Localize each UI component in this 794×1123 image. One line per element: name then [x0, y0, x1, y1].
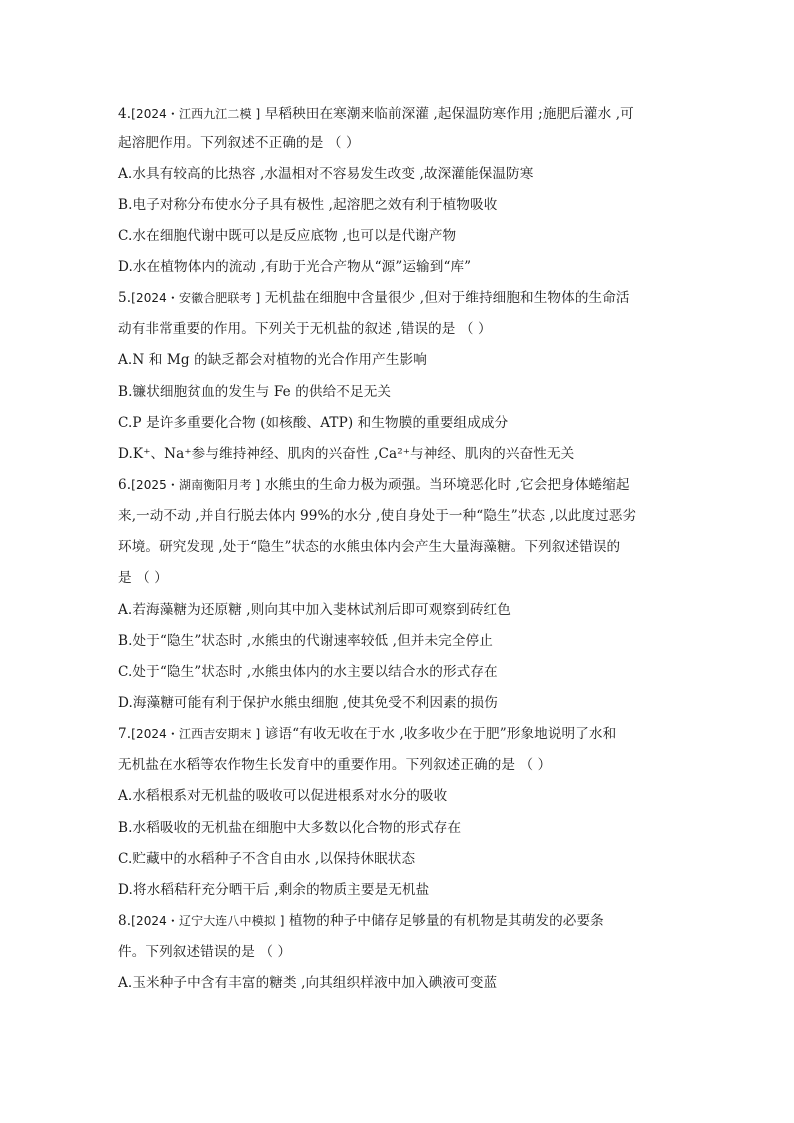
- question-stem: 无机盐在细胞中含量很少 ,但对于维持细胞和生物体的生命活: [264, 290, 630, 306]
- question-6-option-a: A.若海藻糖为还原糖 ,则向其中加入斐林试剂后即可观察到砖红色: [118, 602, 511, 618]
- question-8-option-a: A.玉米种子中含有丰富的糖类 ,向其组织样液中加入碘液可变蓝: [118, 975, 498, 991]
- question-5-option-c: C.P 是许多重要化合物 (如核酸、ATP) 和生物膜的重要组成成分: [118, 415, 509, 431]
- question-stem: 植物的种子中储存足够量的有机物是其萌发的必要条: [288, 913, 604, 929]
- question-number: 5.: [118, 290, 132, 306]
- question-6-line-2: 来,一动不动 ,并自行脱去体内 99%的水分 ,使自身处于一种“隐生”状态 ,以此度过恶劣: [118, 508, 637, 524]
- question-source: [2024・安徽合肥联考 ]: [131, 291, 261, 305]
- question-4-line-2: 起溶肥作用。下列叙述不正确的是 （ ）: [118, 135, 360, 151]
- question-6-option-c: C.处于“隐生”状态时 ,水熊虫体内的水主要以结合水的形式存在: [118, 664, 498, 680]
- question-4-option-c: C.水在细胞代谢中既可以是反应底物 ,也可以是代谢产物: [118, 228, 457, 244]
- question-6-option-d: D.海藻糖可能有利于保护水熊虫细胞 ,使其免受不利因素的损伤: [118, 695, 498, 711]
- question-5-line-2: 动有非常重要的作用。下列关于无机盐的叙述 ,错误的是 （ ）: [118, 321, 492, 337]
- question-source: [2025・湖南衡阳月考 ]: [131, 478, 261, 492]
- question-number: 6.: [118, 477, 132, 493]
- question-stem: 谚语“有收无收在于水 ,收多收少在于肥”形象地说明了水和: [264, 726, 617, 742]
- question-7-option-a: A.水稻根系对无机盐的吸收可以促进根系对水分的吸收: [118, 788, 448, 804]
- question-5-option-a: A.N 和 Mg 的缺乏都会对植物的光合作用产生影响: [118, 352, 427, 368]
- question-7-option-b: B.水稻吸收的无机盐在细胞中大多数以化合物的形式存在: [118, 820, 462, 836]
- question-4-option-a: A.水具有较高的比热容 ,水温相对不容易发生改变 ,故深灌能保温防寒: [118, 166, 534, 182]
- question-4-option-b: B.电子对称分布使水分子具有极性 ,起溶肥之效有利于植物吸收: [118, 197, 498, 213]
- question-7-option-d: D.将水稻秸秆充分晒干后 ,剩余的物质主要是无机盐: [118, 882, 430, 898]
- question-5-option-d: D.K⁺、Na⁺参与维持神经、肌肉的兴奋性 ,Ca²⁺与神经、肌肉的兴奋性无关: [118, 446, 575, 462]
- question-6-line-1: [118, 475, 678, 495]
- question-stem: 水熊虫的生命力极为顽强。当环境恶化时 ,它会把身体蜷缩起: [264, 477, 630, 493]
- question-number: 8.: [118, 913, 132, 929]
- question-stem: 早稻秧田在寒潮来临前深灌 ,起保温防寒作用 ;施肥后灌水 ,可: [264, 106, 634, 122]
- question-8-line-2: 件。下列叙述错误的是 （ ）: [118, 944, 292, 960]
- question-6-line-3: 环境。研究发现 ,处于“隐生”状态的水熊虫体内会产生大量海藻糖。下列叙述错误的: [118, 539, 621, 555]
- question-number: 7.: [118, 726, 132, 742]
- question-7-option-c: C.贮藏中的水稻种子不含自由水 ,以保持休眠状态: [118, 851, 416, 867]
- question-7-line-1: [118, 724, 678, 744]
- question-source: [2024・辽宁大连八中模拟 ]: [131, 914, 285, 928]
- question-4-line-1: [118, 104, 678, 124]
- question-6-line-4: 是 （ ）: [118, 570, 168, 586]
- question-7-line-2: 无机盐在水稻等农作物生长发育中的重要作用。下列叙述正确的是 （ ）: [118, 757, 552, 773]
- question-source: [2024・江西九江二模 ]: [131, 107, 261, 121]
- question-4-option-d: D.水在植物体内的流动 ,有助于光合产物从“源”运输到“库”: [118, 259, 472, 275]
- question-number: 4.: [118, 106, 132, 122]
- question-6-option-b: B.处于“隐生”状态时 ,水熊虫的代谢速率较低 ,但并未完全停止: [118, 633, 493, 649]
- question-5-option-b: B.镰状细胞贫血的发生与 Fe 的供给不足无关: [118, 384, 392, 400]
- question-5-line-1: [118, 288, 678, 308]
- question-8-line-1: [118, 911, 678, 931]
- question-source: [2024・江西吉安期末 ]: [131, 727, 261, 741]
